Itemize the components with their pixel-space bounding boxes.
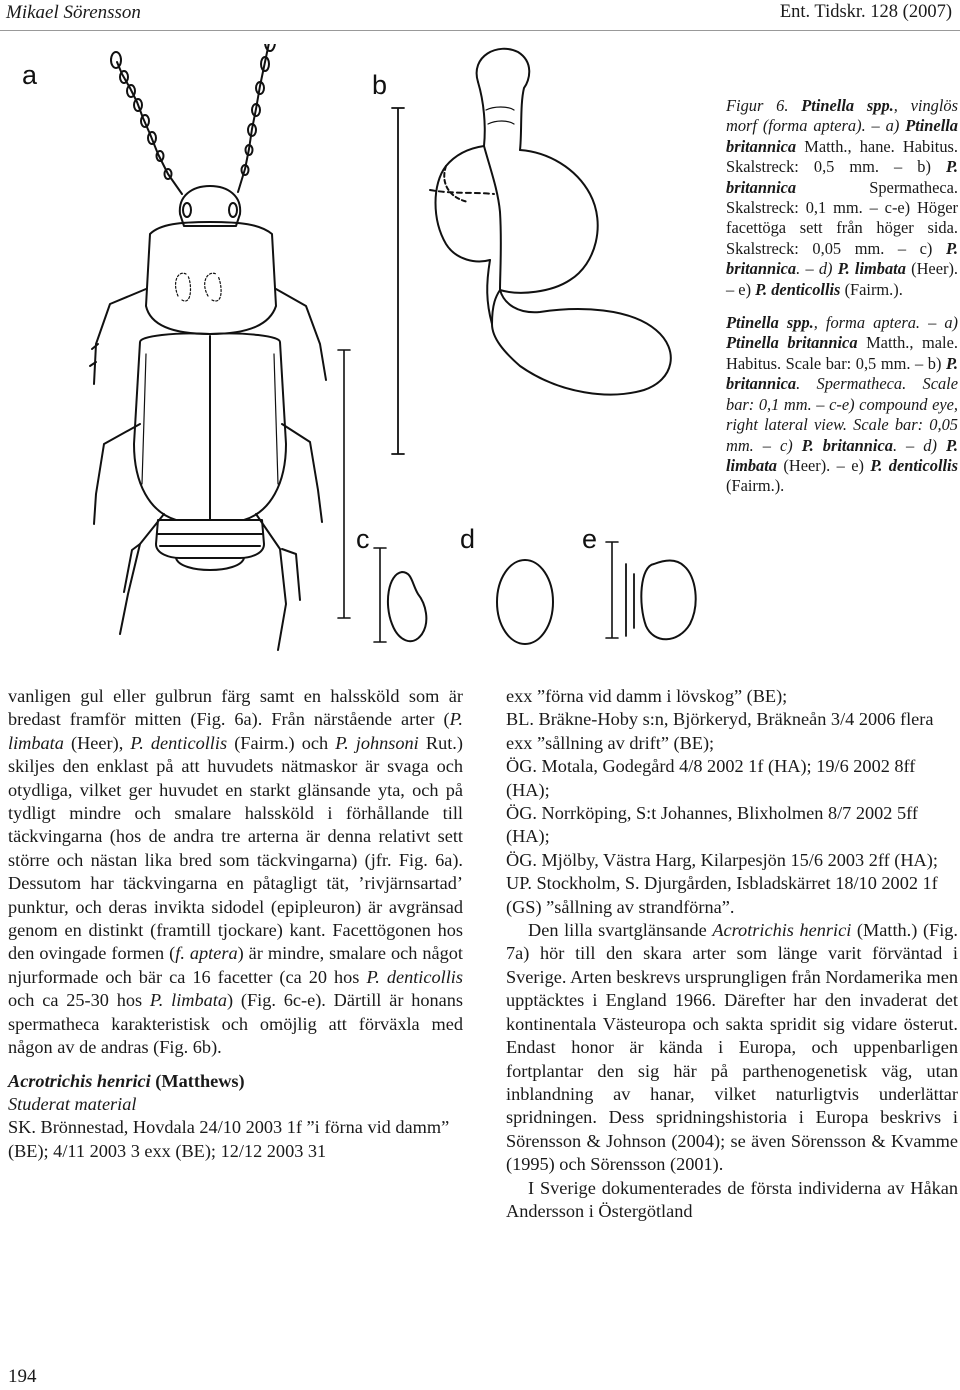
caption-sv-text: Matth., hane. Habitus. Skalstreck: 0,5 mm. – b) (726, 136, 958, 177)
species-name: f. aptera (175, 943, 238, 964)
caption-en-genus: Ptinella spp. (726, 313, 814, 333)
material-record: UP. Stockholm, S. Djurgården, Isbladskärret 18/10 2002 1f (GS) ”sållning av strandförna”. (506, 873, 938, 917)
subsection-title: Studerat material (8, 1093, 137, 1114)
caption-en-text: Matth., male. Habitus. Scale bar: 0,5 mm. – b) (726, 333, 958, 373)
panel-label-b: b (372, 70, 388, 100)
material-record: ÖG. Norrköping, S:t Johannes, Blixholmen 8/7 2002 5ff (HA); (506, 803, 918, 847)
body-text: Rut.) skiljes den enklast på att huvudets nätmaskor är svaga och otydliga, vilket ger huvudet en starkt glänsande yta, och på tydligt mindre och smalare halssköld i förhållande till täckvingarna (hos de andra tre arterna är denna relativt sett större och nästan lika bred som täckvingarna) (jfr. Fig. 6a). Dessutom har täckvingarna en påtagligt tät, ’rivjärnsartad’ punktur, och deras invikta sidodel (epipleuron) är avgränsad genom en distinkt (framtill tjockare) kant. Facettögonen hos den ovingade formen ( (8, 732, 463, 964)
caption-sv-text: (Fairm.). (844, 279, 903, 299)
caption-sv-genus: Ptinella spp. (801, 96, 894, 115)
body-paragraph: I Sverige dokumenterades de första individerna av Håkan Andersson i Östergötland (506, 1177, 958, 1221)
species-name: P. limbata (149, 990, 227, 1011)
material-record: exx ”förna vid damm i lövskog” (BE); (506, 686, 788, 706)
body-text: Den lilla svartglänsande (528, 920, 713, 941)
material-record: ÖG. Mjölby, Västra Harg, Kilarpesjön 15/6 2003 2ff (HA); (506, 849, 938, 870)
caption-sv-species: P. britannica (726, 238, 958, 279)
panel-label-c: c (356, 524, 370, 554)
caption-en-text: (Heer). – e) (783, 455, 864, 475)
spermatheca-drawing (392, 49, 671, 454)
header-rule (0, 30, 960, 31)
body-text: ) (Fig. 6c-e). Därtill är honans spermatheca karakteristisk och omöjlig att förväxla med någon av de andras (Fig. 6b). (8, 990, 464, 1058)
material-record: ÖG. Motala, Godegård 4/8 2002 1f (HA); 19/6 2002 8ff (HA); (506, 756, 916, 800)
caption-sv-label: Figur 6. (726, 96, 789, 115)
beetle-habitus (90, 44, 326, 650)
body-text: (Fairm.) och (227, 732, 336, 753)
figure-illustration (0, 44, 712, 664)
caption-en-species: Ptinella britannica (726, 333, 858, 353)
caption-sv-text: , vinglös morf (forma aptera). – a) (726, 96, 958, 136)
figure-6 (0, 44, 712, 664)
caption-en-text: , forma aptera. – a) (813, 313, 959, 333)
caption-sv-species: Ptinella britannica (726, 116, 959, 156)
panel-label-d: d (460, 524, 476, 554)
right-column (506, 685, 958, 1223)
figure-caption (726, 96, 958, 497)
caption-sv-text: (Heer). – e) (726, 259, 958, 299)
body-text: (Heer), (63, 732, 131, 753)
body-text: och ca 25-30 hos (8, 990, 150, 1011)
scale-bar-a (338, 350, 350, 618)
section-author: (Matthews) (150, 1070, 245, 1091)
species-name: P. denticollis (130, 732, 228, 753)
section-species: Acrotrichis henrici (8, 1070, 151, 1091)
species-name: Acrotrichis henrici (712, 920, 852, 941)
material-record: BL. Bräkne-Hoby s:n, Björkeryd, Bräkneån 3/4 2006 flera exx ”sållning av drift” (BE); (506, 709, 934, 753)
panel-label-a: a (22, 60, 38, 90)
caption-sv-species: P. britannica (726, 157, 958, 197)
species-name: P. denticollis (366, 966, 463, 987)
species-name: P. johnsoni (335, 732, 419, 753)
eye-e (606, 542, 696, 639)
running-head-journal: Ent. Tidskr. 128 (2007) (779, 2, 952, 22)
species-name: P. limbata (8, 709, 463, 753)
body-paragraph (8, 685, 463, 1060)
caption-en-species: P. limbata (726, 435, 958, 475)
body-text: vanligen gul eller gulbrun färg samt en halssköld som är bredast framför mitten (Fig. 6a). Från närstående arter ( (8, 686, 463, 730)
caption-en-species: P. denticollis (870, 455, 958, 475)
running-head-author: Mikael Sörensson (6, 2, 141, 23)
section-title (8, 1070, 463, 1093)
page-number: 194 (8, 1366, 37, 1387)
body-text: ) är mindre, smalare och något njurformade och bär ca 16 facetter (ca 20 hos (8, 943, 463, 987)
caption-en-text: . – d) (892, 435, 937, 455)
caption-en-species: P. britannica (726, 353, 958, 394)
eye-c (374, 548, 426, 642)
caption-swedish (726, 96, 958, 300)
caption-en-species: P. britannica (801, 435, 893, 455)
caption-sv-species: P. limbata (837, 259, 906, 279)
body-text: (Matth.) (Fig. 7a) hör till den skara arter som länge varit förväntad i Sverige. Arten beskrevs ursprungligen från Nordamerika men upptäcktes i England 1966. Därefter har den invaderat det kontinentala Västeuropa och sakta spridit sig vidare österut. Endast honor är kända i Europa, och uppenbarligen fortplantar den sig här på parthenogenetisk väg, utan inblandning av hanar, vilket naturligtvis underlättar spridningen. Dess spridningshistoria i Europa beskrivs i Sörensson & Johnson (2004); se även Sörensson & Kvamme (1995) och Sörensson (2001). (506, 920, 958, 1175)
material-record: SK. Brönnestad, Hovdala 24/10 2003 1f ”i förna vid damm” (BE); 4/11 2003 3 exx (BE); 12/12 2003 31 (8, 1117, 450, 1161)
caption-en-text: . Spermatheca. Scale bar: 0,1 mm. – c-e) compound eye, right lateral view. Scale bar: 0,05 mm. – c) (726, 374, 958, 455)
caption-en-text: (Fairm.). (726, 476, 785, 496)
caption-sv-text: . – d) (796, 259, 833, 279)
caption-sv-species: P. denticollis (755, 279, 841, 299)
left-column (8, 685, 463, 1163)
body-paragraph (506, 919, 958, 1176)
eye-d (497, 560, 553, 644)
panel-label-e: e (582, 524, 598, 554)
caption-english (726, 313, 958, 497)
caption-sv-text: Spermatheca. Skalstreck: 0,1 mm. – c-e) Höger facettöga sett från höger sida. Skalstreck: 0,05 mm. – c) (726, 177, 958, 258)
